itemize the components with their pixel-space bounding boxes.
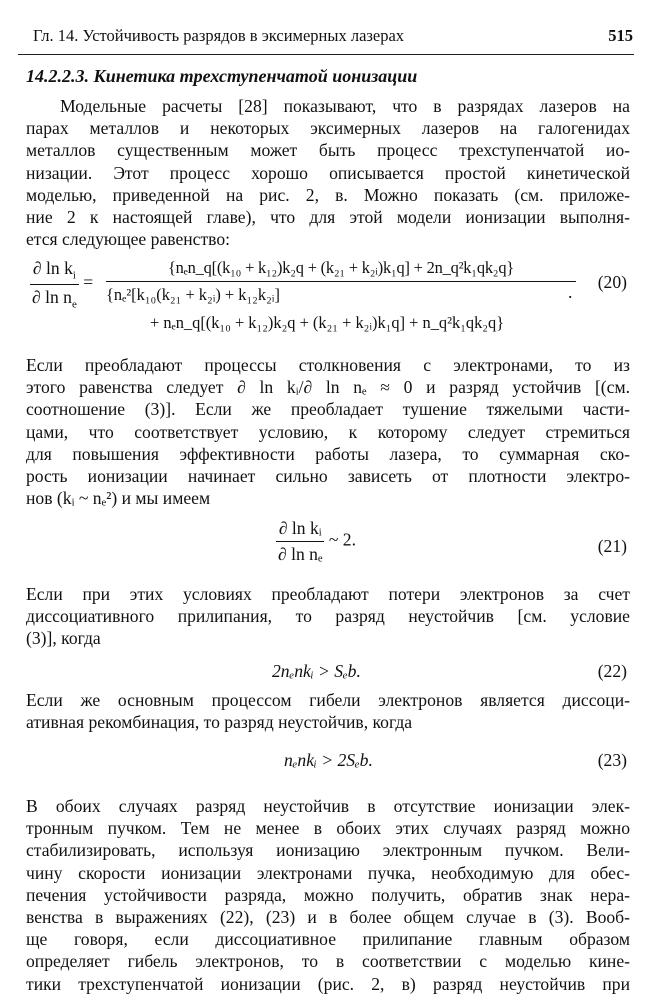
equation-21 — [276, 518, 356, 565]
rhs-denominator: {nₑ²[k₁₀(k₂₁ + k₂ᵢ) + k₁₂k₂ᵢ] — [106, 285, 280, 304]
text-line: тронным пучком. Тем не менее в обоих этих случаях разряд можно — [26, 818, 630, 839]
eq20-period: . — [568, 282, 573, 302]
text-line: парах металлов и некоторых эксимерных лазеров на галогенидах — [26, 118, 630, 139]
text-line: металлов существенным может быть процесс трехступенчатой ио- — [26, 140, 630, 161]
equation-20-lhs: $\frac{\partial \ln k_i}{\partial \ln n_e}$ = — [32, 258, 94, 311]
text-line: ще говоря, если диссоциативное прилипание главным образом — [26, 929, 630, 950]
equation-20-rhs — [106, 258, 576, 305]
eq21-rhs: ~ 2. — [328, 529, 357, 550]
lhs-fraction — [30, 258, 79, 310]
text-line: рость ионизации начинает сильно зависеть от плотности электро- — [26, 465, 630, 486]
header-rule — [18, 54, 634, 55]
equation-22: 2nₑnkᵢ > Sₑb. — [272, 661, 361, 681]
running-header — [33, 24, 633, 48]
paragraph-4 — [26, 689, 630, 733]
text-line: ется следующее равенство: — [26, 229, 231, 250]
paragraph-2 — [26, 354, 630, 509]
fraction-bar — [106, 281, 576, 282]
text-line: (3)], когда — [26, 628, 101, 649]
eq21-denominator: ∂ ln nₑ — [278, 544, 323, 564]
text-line: низации. Этот процесс хорошо описывается простой кинетической — [26, 162, 630, 183]
equation-number-23: (23) — [597, 750, 627, 770]
section-number: 14.2.2.3. — [26, 66, 89, 86]
text-line: соотношение (3)]. Если же преобладает тушение тяжелыми части- — [26, 399, 630, 420]
text-line: Модельные расчеты [28] показывают, что в разрядах лазеров на — [60, 96, 630, 116]
text-line: для повышения эффективности работы лазера, то суммарная ско- — [26, 443, 630, 464]
text-line: диссоциативного прилипания, то разряд неустойчив [см. условие — [26, 606, 630, 627]
text-line: Если при этих условиях преобладают потери электронов за счет — [26, 584, 630, 604]
text-line: этого равенства следует ∂ ln kᵢ/∂ ln nₑ ≈ 0 и разряд устойчив [(см. — [26, 377, 630, 398]
text-line: моделью, приведенной на рис. 2, в. Можно показать (см. приложе- — [26, 184, 630, 205]
text-line: печения устойчивости разряда, можно получить, обратив знак нера- — [26, 884, 630, 905]
text-line: стабилизировать, используя ионизацию электронным пучком. Вели- — [26, 840, 630, 861]
page-number: 515 — [608, 26, 633, 45]
text-line: В обоих случаях разряд неустойчив в отсутствие ионизации элек- — [26, 796, 630, 816]
text-line: Если преобладают процессы столкновения с электронами, то из — [26, 355, 630, 375]
eq21-numerator: ∂ ln kᵢ — [278, 518, 322, 538]
lhs-den-subscript: e — [71, 298, 77, 311]
text-line: ативная рекомбинация, то разряд неустойчив, когда — [26, 712, 413, 733]
eq21-fraction — [276, 518, 324, 565]
paragraph-5 — [26, 795, 630, 995]
text-line: цами, что соответствует условию, к которому следует стремиться — [26, 421, 630, 442]
paragraph-1 — [26, 95, 630, 250]
lhs-num-subscript: i — [72, 269, 76, 282]
rhs-numerator: {nₑn_q[(k₁₀ + k₁₂)k₂q + (k₂₁ + k₂ᵢ)k₁q] + 2n_q²k₁qk₂q} — [167, 258, 514, 277]
lhs-numerator: ∂ ln k — [32, 258, 73, 278]
text-line: ние 2 к настоящей главе), что для этой модели ионизации выполня- — [26, 206, 630, 227]
text-line: венства в выражениях (22), (23) и в более общем случае в (3). Вооб- — [26, 906, 630, 927]
text-line: нов (kᵢ ~ nₑ²) и мы имеем — [26, 488, 211, 509]
rhs-denominator-continued: + nₑn_q[(k₁₀ + k₁₂)k₂q + (k₂₁ + k₂ᵢ)k₁q] + n_q²k₁qk₂q} — [150, 313, 505, 332]
section-title: Кинетика трехступенчатой ионизации — [93, 66, 418, 86]
lhs-denominator: ∂ ln n — [32, 286, 72, 307]
equation-number-22: (22) — [597, 661, 627, 681]
text-line: чину скорости ионизации электронами пучка, необходимую для обес- — [26, 862, 630, 883]
text-line: определяет гибель электронов, то в соответствии с моделью кине- — [26, 951, 630, 972]
paragraph-3 — [26, 583, 630, 650]
text-line: Если же основным процессом гибели электронов является диссоци- — [26, 690, 630, 710]
section-heading — [26, 63, 417, 89]
equation-number-20: (20) — [597, 272, 627, 292]
equation-23: nₑnkᵢ > 2Sₑb. — [284, 750, 373, 770]
text-line: тики трехступенчатой ионизации (рис. 2, в) разряд неустойчив при — [26, 973, 630, 994]
equation-number-21: (21) — [597, 536, 627, 556]
running-title: Гл. 14. Устойчивость разрядов в эксимерных лазерах — [33, 26, 405, 45]
